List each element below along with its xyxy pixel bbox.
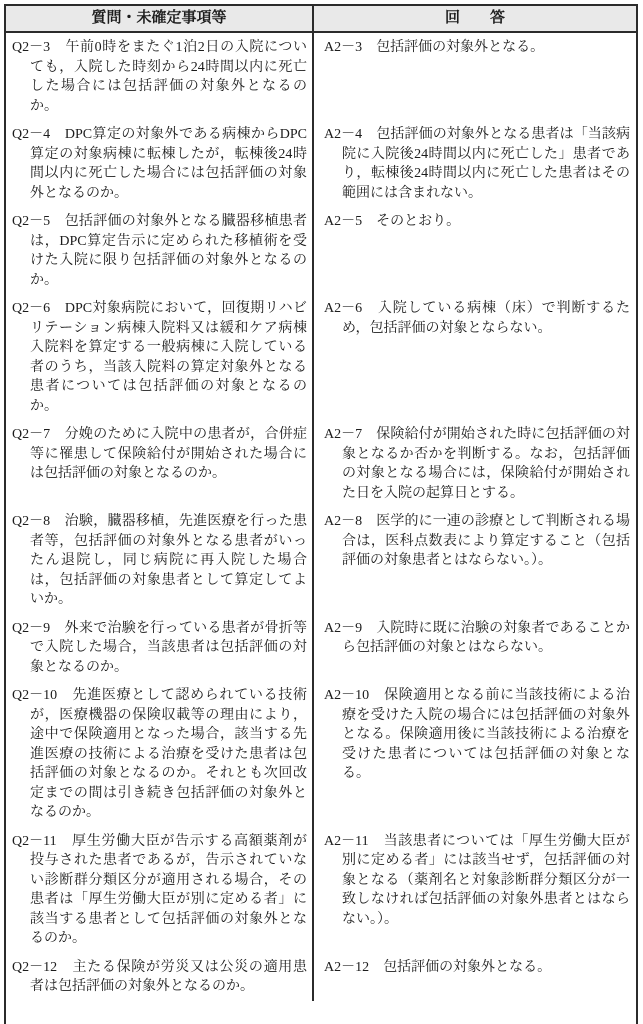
answer-cell <box>314 207 636 294</box>
answer-text: A2－3 包括評価の対象外となる。 <box>324 40 545 55</box>
answer-cell <box>314 681 636 827</box>
question-text: Q2－9 外来で治験を行っている患者が骨折等で入院した場合，当該患者は包括評価の対象となるのか。 <box>12 620 307 675</box>
question-text: Q2－5 包括評価の対象外となる臓器移植患者は，DPC算定告示に定められた移植術を受けた入院に限り包括評価の対象外となるのか。 <box>12 214 307 288</box>
question-cell <box>6 33 314 120</box>
question-text: Q2－7 分娩のために入院中の患者が，合併症等に罹患して保険給付が開始された場合には包括評価の対象となるのか。 <box>12 427 307 481</box>
answer-cell <box>314 120 636 207</box>
table-header-row <box>6 6 636 33</box>
answer-cell <box>314 953 636 1001</box>
answer-text: A2－4 包括評価の対象外となる患者は「当該病院に入院後24時間以内に死亡した」患者であり，転棟後24時間以内に死亡した患者はその範囲には含まれない。 <box>324 127 630 201</box>
answer-cell <box>314 294 636 420</box>
question-cell <box>6 827 314 953</box>
answer-cell <box>314 507 636 614</box>
answer-cell <box>314 33 636 120</box>
answer-text: A2－10 保険適用となる前に当該技術による治療を受けた入院の場合には包括評価の対象外となる。保険適用後に当該技術による治療を受けた患者については包括評価の対象となる。 <box>324 688 630 781</box>
question-text: Q2－3 午前0時をまたぐ1泊2日の入院についても，入院した時刻から24時間以内に死亡した場合には包括評価の対象外となるのか。 <box>12 40 307 114</box>
question-cell <box>6 507 314 614</box>
answer-text: A2－11 当該患者については「厚生労働大臣が別に定める者」には該当せず，包括評価の対象となる（薬剤名と対象診断群分類区分が一致しなければ包括評価の対象外患者とはならない。）。 <box>324 833 630 927</box>
question-text: Q2－11 厚生労働大臣が告示する高額薬剤が投与された患者であるが，告示されていない診断群分類区分が適用される場合，その患者は「厚生労働大臣が別に定める者」に該当する患者として包括評価の対象外となるのか。 <box>12 833 307 946</box>
question-cell <box>6 614 314 682</box>
answer-text: A2－5 そのとおり。 <box>324 214 461 229</box>
question-text: Q2－4 DPC算定の対象外である病棟からDPC算定の対象病棟に転棟したが，転棟後24時間以内に死亡した場合には包括評価の対象外となるのか。 <box>12 127 307 201</box>
answer-cell <box>314 827 636 953</box>
question-text: Q2－12 主たる保険が労災又は公災の適用患者は包括評価の対象外となるのか。 <box>12 959 307 994</box>
answer-text: A2－8 医学的に一連の診療として判断される場合は，医科点数表により算定すること（包括評価の対象患者とはならない。）。 <box>324 514 630 568</box>
question-cell <box>6 207 314 294</box>
answer-column-header: 回 答 <box>444 9 505 26</box>
question-cell <box>6 420 314 507</box>
answer-text: A2－9 入院時に既に治験の対象者であることから包括評価の対象とはならない。 <box>324 620 630 655</box>
answer-text: A2－12 包括評価の対象外となる。 <box>324 959 552 975</box>
question-text: Q2－8 治験，臓器移植，先進医療を行った患者等，包括評価の対象外となる患者がいったん退院し，同じ病院に再入院した場合は，包括評価の対象患者として算定してよいか。 <box>12 514 307 607</box>
table-body <box>6 33 636 1001</box>
answer-text: A2－6 入院している病棟（床）で判断するため，包括評価の対象とならない。 <box>324 301 630 336</box>
question-text: Q2－10 先進医療として認められている技術が，医療機器の保険収載等の理由により，途中で保険適用となった場合，該当する先進医療の技術による治療を受けた患者は包括評価の対象となるのか。それとも次回改定までの間は引き続き包括評価の対象外となるのか。 <box>12 688 307 820</box>
question-cell <box>6 294 314 420</box>
question-column-header: 質問・未確定事項等 <box>6 6 314 31</box>
answer-cell <box>314 420 636 507</box>
answer-cell <box>314 614 636 682</box>
qa-table <box>4 4 638 1024</box>
question-text: Q2－6 DPC対象病院において，回復期リハビリテーション病棟入院料又は緩和ケア病棟入院料を算定する一般病棟に入院している者のうち，当該入院料の算定対象外となる患者については包括評価の対象となるのか。 <box>12 301 307 414</box>
question-cell <box>6 681 314 827</box>
question-cell <box>6 953 314 1001</box>
answer-text: A2－7 保険給付が開始された時に包括評価の対象となるか否かを判断する。なお，包括評価の対象となる場合には，保険給付が開始された日を入院の起算日とする。 <box>324 427 630 501</box>
question-cell <box>6 120 314 207</box>
